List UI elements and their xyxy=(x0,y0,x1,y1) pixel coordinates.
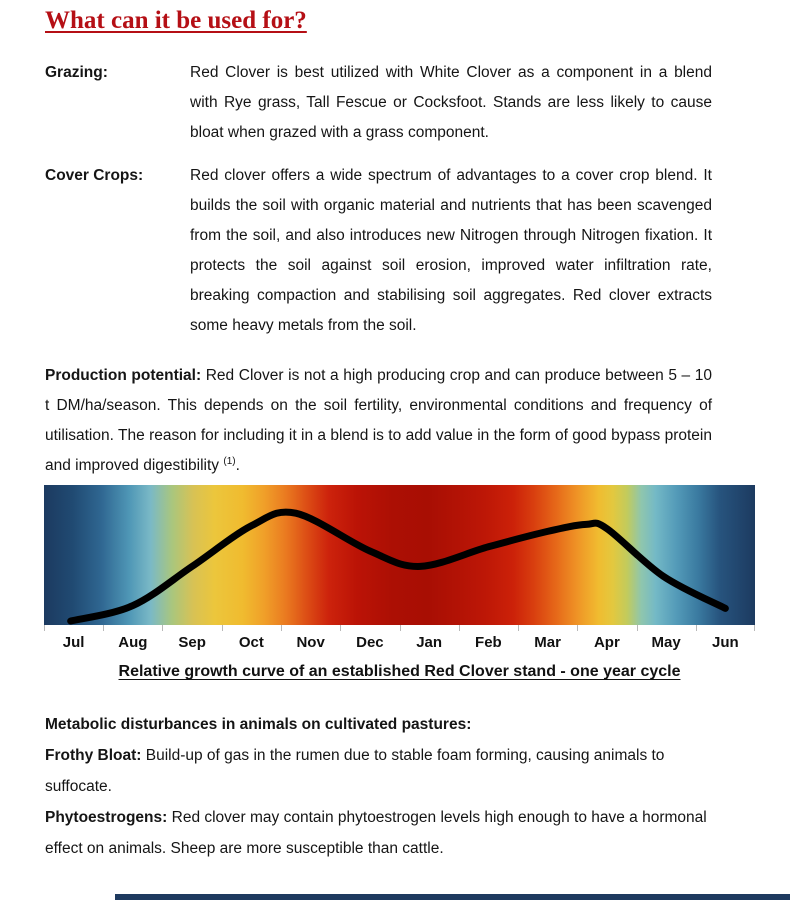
axis-tick xyxy=(340,625,341,631)
frothy-bloat-term: Frothy Bloat: xyxy=(45,747,142,764)
axis-tick xyxy=(754,625,755,631)
sentence-period: . xyxy=(235,457,240,474)
month-label: Mar xyxy=(534,634,561,651)
month-label: Feb xyxy=(475,634,502,651)
axis-tick xyxy=(281,625,282,631)
chart-heat-gradient-band xyxy=(44,485,755,625)
metabolic-heading: Metabolic disturbances in animals on cultivated pastures: xyxy=(45,716,472,733)
axis-tick xyxy=(400,625,401,631)
phytoestrogens-text: Red clover may contain phytoestrogen levels high enough to have a hormonal effect on animals. Sheep are more susceptible than cattle. xyxy=(45,809,707,857)
month-label: Aug xyxy=(118,634,148,651)
month-label: Jan xyxy=(416,634,443,651)
phytoestrogens-term: Phytoestrogens: xyxy=(45,809,168,826)
month-label: Dec xyxy=(356,634,384,651)
cover-crops-term: Cover Crops: xyxy=(45,167,144,184)
axis-tick xyxy=(162,625,163,631)
page-title: What can it be used for? xyxy=(45,7,307,34)
grazing-section xyxy=(45,58,712,148)
month-label: Oct xyxy=(238,634,264,651)
axis-tick xyxy=(637,625,638,631)
axis-tick xyxy=(459,625,460,631)
production-potential-text: Red Clover is not a high producing crop and can produce between 5 – 10 t DM/ha/season. This depends on the soil fertility, environmental conditions and frequency of utilisation. The reason for including it in a blend is to add value in the form of good bypass protein and improved digestibility xyxy=(45,367,713,474)
axis-tick xyxy=(518,625,519,631)
grazing-text: Red Clover is best utilized with White Clover as a component in a blend with Rye grass, Tall Fescue or Cocksfoot. Stands are less likely to cause bloat when grazed with a grass component. xyxy=(190,64,712,141)
axis-tick xyxy=(222,625,223,631)
month-label: Apr xyxy=(593,634,620,651)
axis-tick xyxy=(577,625,578,631)
month-label: May xyxy=(651,634,681,651)
axis-tick xyxy=(44,625,45,631)
footnote-reference: (1) xyxy=(223,455,236,467)
cover-crops-section xyxy=(45,161,712,341)
month-label: Jul xyxy=(62,634,85,651)
phytoestrogens-paragraph xyxy=(45,802,712,864)
month-label: Sep xyxy=(178,634,206,651)
chart-caption: Relative growth curve of an established Red Clover stand - one year cycle xyxy=(118,663,681,680)
month-label: Jun xyxy=(712,634,739,651)
production-potential-label: Production potential: xyxy=(45,367,202,384)
frothy-bloat-paragraph xyxy=(45,740,712,802)
growth-curve-chart xyxy=(44,485,755,654)
chart-tick-row xyxy=(44,625,755,632)
grazing-term: Grazing: xyxy=(45,64,108,81)
axis-tick xyxy=(696,625,697,631)
axis-tick xyxy=(103,625,104,631)
production-potential-paragraph xyxy=(45,361,712,481)
growth-curve-svg xyxy=(44,485,755,625)
month-label: Nov xyxy=(296,634,325,651)
bottom-page-divider-bar xyxy=(115,894,790,900)
frothy-bloat-text: Build-up of gas in the rumen due to stable foam forming, causing animals to suffocate. xyxy=(45,747,665,795)
chart-month-axis xyxy=(44,632,755,654)
metabolic-section xyxy=(45,709,712,864)
cover-crops-text: Red clover offers a wide spectrum of advantages to a cover crop blend. It builds the soil with organic material and nutrients that has been scavenged from the soil, and also introduces new Nitrogen through Nitrogen fixation. It protects the soil against soil erosion, improved water infiltration rate, breaking compaction and stabilising soil aggregates. Red clover extracts some heavy metals from the soil. xyxy=(190,167,712,334)
growth-curve-line xyxy=(71,512,726,621)
